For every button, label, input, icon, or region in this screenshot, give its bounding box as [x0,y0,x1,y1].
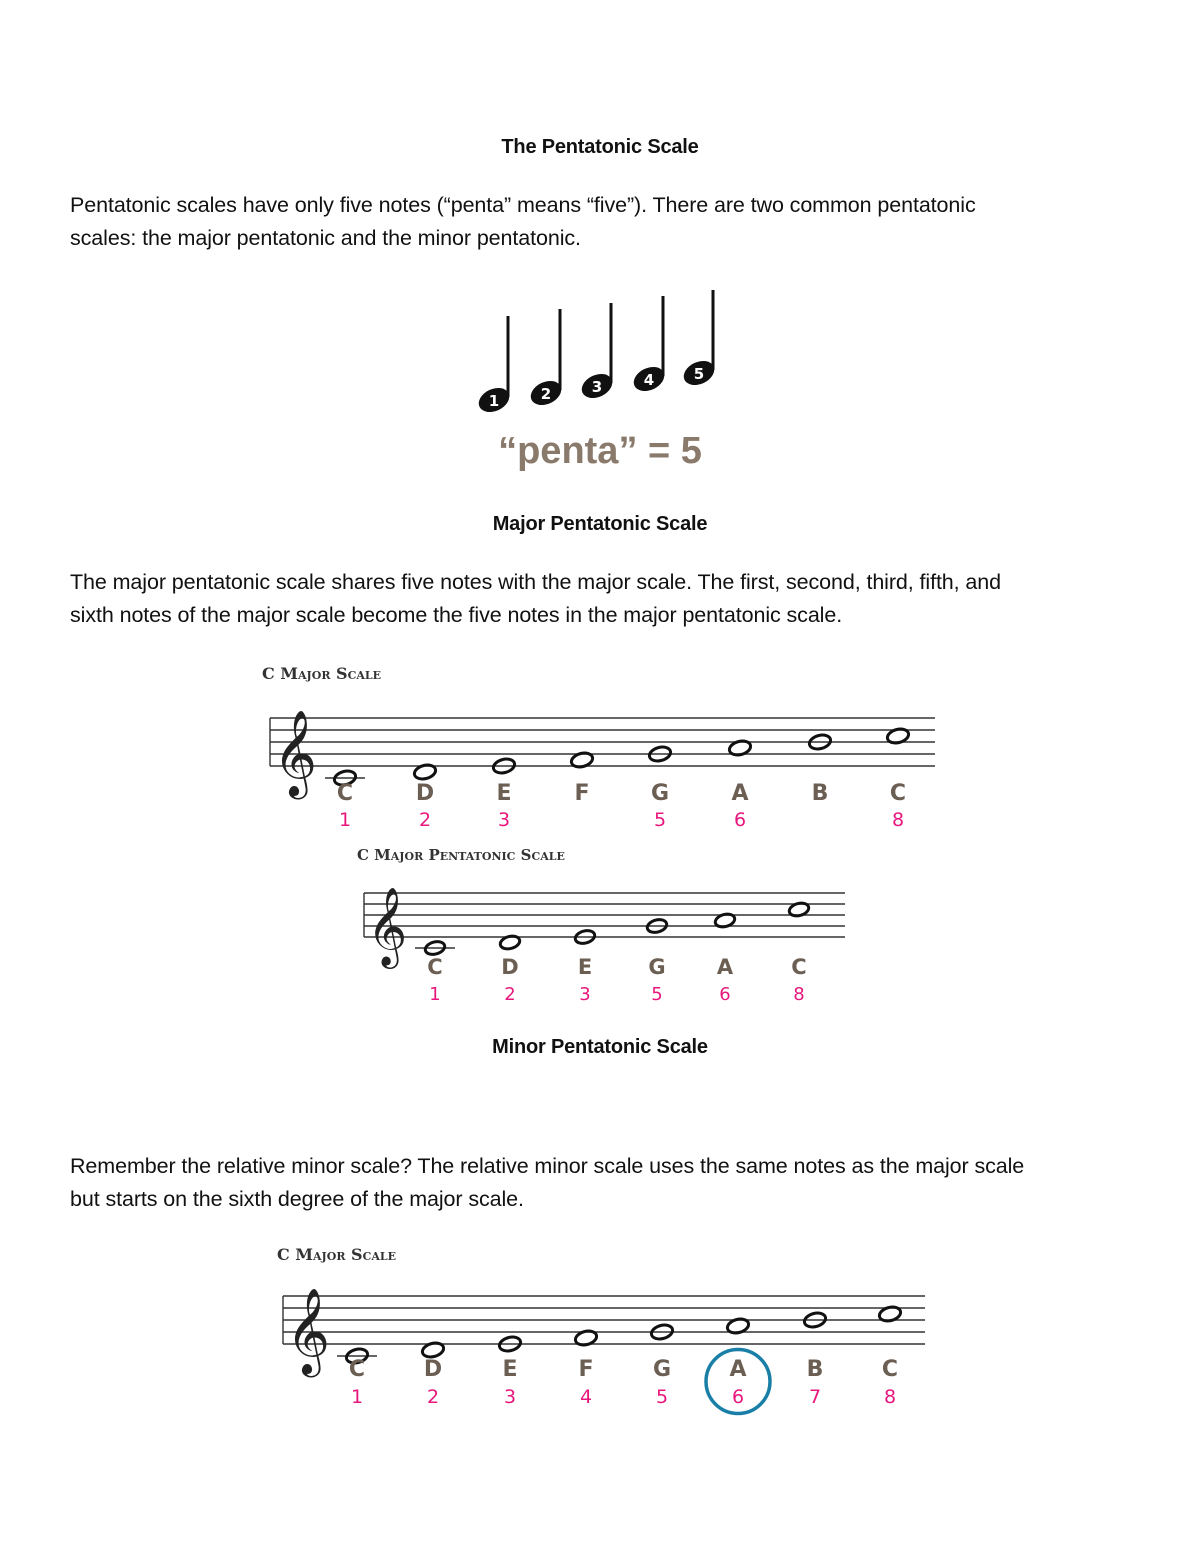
degree-number: 3 [497,809,511,831]
penta-notes-figure [0,280,1200,480]
penta-note-5 [680,290,718,390]
note-letter: F [578,1357,594,1382]
note-letter: D [415,781,435,806]
note-number: 2 [540,385,552,403]
note-number: 5 [693,365,705,383]
treble-clef-icon: 𝄞 [273,709,317,796]
degree-number: 2 [418,809,432,831]
c-major-scale-figure [0,655,1200,840]
scale-title: C Major Pentatonic Scale [357,846,565,864]
degree-number: 2 [426,1386,440,1408]
note-letter: E [496,781,512,806]
degree-number: 3 [503,1386,517,1408]
degree-number: 2 [504,984,516,1005]
note-letter: G [652,1357,672,1382]
treble-clef-icon: 𝄞 [367,887,408,966]
degree-number: 6 [733,809,747,831]
degree-number: 7 [808,1386,822,1408]
degree-number: 5 [651,984,663,1005]
note-letter: A [729,1357,747,1382]
degree-number: 6 [731,1386,745,1408]
major-line-2: sixth notes of the major scale become the five notes in the major pentatonic scale. [70,603,843,627]
scale-note-c-6 [788,901,810,1005]
scale-note-f-4 [574,1329,598,1408]
scale-note-b-7 [808,733,832,806]
note-letter: B [806,1357,824,1382]
degree-number: 1 [338,809,352,831]
c-major-scale-circled-figure [0,1238,1200,1428]
minor-line-2: but starts on the sixth degree of the major scale. [70,1187,524,1211]
scale-note-a-6 [728,739,752,831]
scale-note-b-7 [803,1311,827,1408]
penta-note-2 [527,309,565,410]
minor-pentatonic-heading: Minor Pentatonic Scale [492,1036,708,1058]
degree-number: 8 [883,1386,897,1408]
scale-note-g-5 [648,745,672,831]
scale-note-g-4 [646,918,668,1005]
scale-title: C Major Scale [262,664,382,683]
note-letter: C [881,1357,899,1382]
note-letter: C [348,1357,366,1382]
minor-paragraph [70,1150,1130,1216]
note-letter: D [423,1357,443,1382]
note-letter: F [574,781,590,806]
degree-number: 5 [653,809,667,831]
scale-title: C Major Scale [277,1245,397,1264]
note-letter: C [427,955,443,979]
note-letter: D [501,955,519,979]
c-major-pentatonic-scale-figure [0,838,1200,1013]
minor-line-1: Remember the relative minor scale? The relative minor scale uses the same notes as the major scale [70,1154,1025,1178]
degree-number: 1 [350,1386,364,1408]
note-letter: C [791,955,807,979]
note-number: 4 [643,371,655,389]
scale-note-e-3 [492,757,516,831]
degree-number: 5 [655,1386,669,1408]
note-letter: A [716,955,734,979]
note-number: 1 [488,392,500,410]
intro-line-2: scales: the major pentatonic and the minor pentatonic. [70,226,581,250]
major-pentatonic-heading: Major Pentatonic Scale [492,513,708,535]
scale-note-f-4 [570,751,594,806]
intro-paragraph [70,189,1130,255]
scale-note-d-2 [499,934,521,1005]
note-letter: E [502,1357,518,1382]
degree-number: 1 [429,984,441,1005]
scale-note-c-1 [337,1347,377,1408]
penta-caption: “penta” = 5 [498,430,702,472]
page-title: The Pentatonic Scale [501,136,699,158]
scale-note-e-3 [574,929,596,1005]
major-paragraph [70,566,1130,632]
scale-note-d-2 [413,763,437,831]
note-letter: C [889,781,907,806]
note-letter: E [577,955,593,979]
scale-note-g-5 [650,1323,674,1408]
penta-note-1 [475,316,513,417]
note-letter: G [648,955,666,979]
penta-note-3 [578,303,616,403]
degree-number: 8 [891,809,905,831]
note-letter: A [731,781,749,806]
note-letter: C [336,781,354,806]
note-letter: B [811,781,829,806]
degree-number: 8 [793,984,805,1005]
scale-note-c-1 [325,769,365,831]
note-letter: G [650,781,670,806]
scale-note-d-2 [421,1341,445,1408]
penta-note-4 [630,296,668,396]
major-line-1: The major pentatonic scale shares five notes with the major scale. The first, second, third, fifth, and [70,570,1001,594]
degree-number: 6 [719,984,731,1005]
treble-clef-icon: 𝄞 [286,1287,330,1374]
intro-line-1: Pentatonic scales have only five notes (“penta” means “five”). There are two common pentatonic [70,193,976,217]
degree-number: 4 [579,1386,593,1408]
note-number: 3 [591,378,603,396]
scale-note-e-3 [498,1335,522,1408]
degree-number: 3 [579,984,591,1005]
scale-note-c-1 [415,940,455,1005]
